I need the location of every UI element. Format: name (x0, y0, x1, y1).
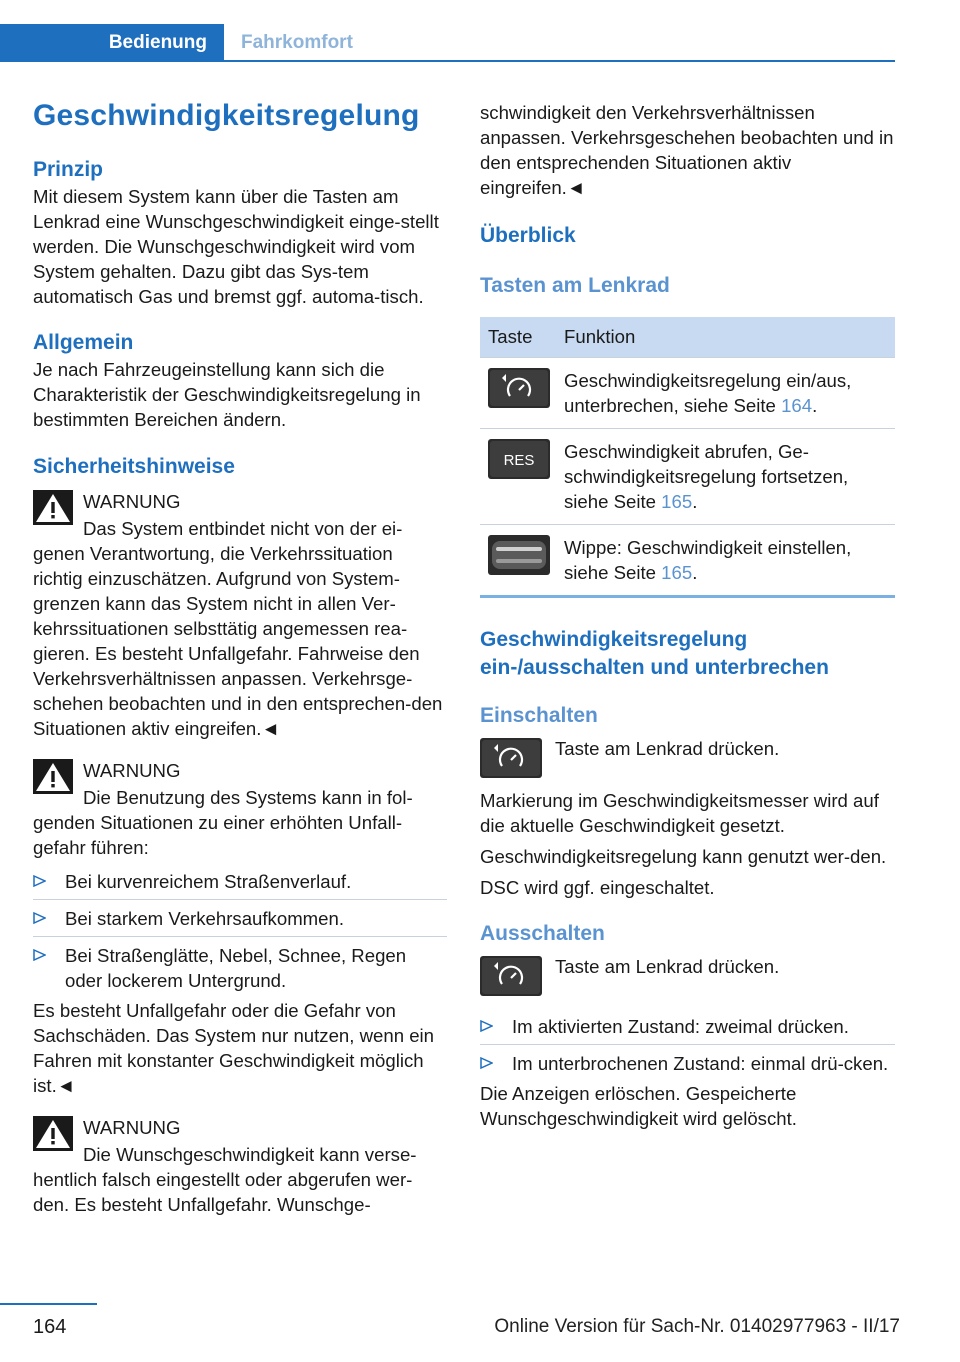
tab-bedienung[interactable]: Bedienung (0, 24, 224, 62)
footer-divider (0, 1303, 97, 1305)
heading-ueberblick: Überblick (480, 224, 576, 247)
table-row: Geschwindigkeitsregelung ein/aus, unterbrechen, siehe Seite 164. (480, 357, 895, 428)
warning-text-after: Es besteht Unfallgefahr oder die Gefahr von Sachschäden. Das System nur nutzen, wenn ein Fahren mit konstanter Geschwindigkeit möglich ist.◄ (33, 1000, 435, 1096)
ausschalten-text: Taste am Lenkrad drücken. (555, 955, 780, 977)
page-number: 164 (33, 1316, 67, 1338)
row-text: Geschwindigkeit abrufen, Ge-schwindigkeitsregelung fortsetzen, siehe Seite (564, 440, 849, 512)
ausschalten-after: Die Anzeigen erlöschen. Gespeicherte Wunschgeschwindigkeit wird gelöscht. (480, 1082, 797, 1129)
einschalten-p2: Geschwindigkeitsregelung kann genutzt wer-den. (480, 845, 887, 867)
heading-allgemein: Allgemein (33, 331, 134, 354)
warning-text: Die Benutzung des Systems kann in fol-genden Situationen zu einer erhöhten Unfall-gefahr führen: (33, 787, 413, 858)
triangle-bullet-icon (480, 1020, 493, 1032)
online-version-note: Online Version für Sach-Nr. 01402977963 - II/17 (494, 1316, 900, 1337)
cruise-control-button-icon (480, 956, 542, 996)
warning-3-continued: schwindigkeit den Verkehrsverhältnissen anpassen. Verkehrsgeschehen beobachten und in den entsprechenden Situationen aktiv eingreifen.◄ (480, 102, 894, 198)
warning-title: WARNUNG (83, 1117, 181, 1138)
header-divider (0, 60, 895, 62)
triangle-bullet-icon (33, 912, 46, 924)
right-column (480, 100, 895, 1131)
warning-triangle-icon (33, 1116, 73, 1151)
row-text: Wippe: Geschwindigkeit einstellen, siehe Seite (564, 536, 852, 583)
warning-3 (33, 1114, 447, 1217)
heading-ein-ausschalten: Geschwindigkeitsregelung ein-/ausschalten und unterbrechen (480, 627, 829, 679)
warning-text: Das System entbindet nicht von der ei-genen Verantwortung, die Verkehrssituation richtig einzuschätzen. Aufgrund von System-grenzen kann das System nicht in allen Ver-kehrssituationen selbsttätig angemessen rea-gieren. Es besteht Unfallgefahr. Fahrweise den Verkehrsverhältnissen anpassen. Verkehrsge-schehen beobachten und in den entsprechen-den Situationen aktiv eingreifen.◄ (33, 518, 443, 739)
column-header-taste: Taste (480, 317, 556, 357)
list-item: Bei starkem Verkehrsaufkommen. (33, 899, 447, 936)
cruise-control-button-icon (488, 368, 550, 408)
text-allgemein: Je nach Fahrzeugeinstellung kann sich die Charakteristik der Geschwindigkeitsregelung in bestimmten Bereichen ändern. (33, 359, 421, 430)
svg-text:RES: RES (503, 451, 535, 469)
einschalten-instruction (480, 736, 895, 782)
res-button-icon (488, 439, 550, 479)
triangle-bullet-icon (33, 875, 46, 887)
column-header-funktion: Funktion (556, 317, 895, 357)
einschalten-text: Taste am Lenkrad drücken. (555, 737, 780, 759)
warning-1 (33, 488, 447, 741)
left-column (33, 96, 447, 1217)
row-text: Geschwindigkeitsregelung ein/aus, unterbrechen, siehe Seite (564, 369, 852, 416)
warning-title: WARNUNG (83, 491, 181, 512)
page-header (0, 0, 960, 64)
warning-list (33, 863, 447, 998)
page-title: Geschwindigkeitsregelung (33, 99, 420, 132)
triangle-bullet-icon (480, 1057, 493, 1069)
table-row: Wippe: Geschwindigkeit einstellen, siehe Seite 165. (480, 524, 895, 596)
page-link[interactable]: 164 (781, 394, 813, 416)
table-row: RES Geschwindigkeit abrufen, Ge-schwindigkeitsregelung fortsetzen, siehe Seite 165. (480, 428, 895, 524)
warning-triangle-icon (33, 490, 73, 525)
warning-title: WARNUNG (83, 760, 181, 781)
cruise-control-button-icon (480, 738, 542, 778)
list-item: Bei kurvenreichem Straßenverlauf. (33, 863, 447, 899)
heading-ausschalten: Ausschalten (480, 921, 605, 945)
page-link[interactable]: 165 (661, 490, 693, 512)
list-item: Bei Straßenglätte, Nebel, Schnee, Regen oder lockerem Untergrund. (33, 936, 447, 998)
list-item: Im aktivierten Zustand: zweimal drücken. (480, 1008, 895, 1044)
heading-tasten-am-lenkrad: Tasten am Lenkrad (480, 274, 670, 297)
heading-einschalten: Einschalten (480, 703, 598, 727)
einschalten-p3: DSC wird ggf. eingeschaltet. (480, 876, 715, 898)
heading-sicherheitshinweise: Sicherheitshinweise (33, 455, 235, 478)
triangle-bullet-icon (33, 949, 46, 961)
warning-2 (33, 757, 447, 1098)
keys-table (480, 317, 895, 598)
text-prinzip: Mit diesem System kann über die Tasten am Lenkrad eine Wunschgeschwindigkeit einge-stellt werden. Die Wunschgeschwindigkeit wird vom System gehalten. Dazu gibt das Sys-tem automatisch Gas und bremst ggf. automa-tisch. (33, 186, 439, 307)
list-item: Im unterbrochenen Zustand: einmal drü-cken. (480, 1044, 895, 1081)
tab-fahrkomfort[interactable]: Fahrkomfort (241, 32, 353, 53)
warning-text: Die Wunschgeschwindigkeit kann verse-hentlich falsch eingestellt oder abgerufen wer-den. Es besteht Unfallgefahr. Wunschge- (33, 1144, 417, 1215)
heading-prinzip: Prinzip (33, 158, 104, 181)
ausschalten-list (480, 1008, 895, 1081)
ausschalten-instruction (480, 954, 895, 1000)
page-link[interactable]: 165 (661, 561, 693, 583)
einschalten-p1: Markierung im Geschwindigkeitsmesser wird auf die aktuelle Geschwindigkeit gesetzt. (480, 789, 879, 836)
rocker-switch-icon (488, 535, 550, 575)
warning-triangle-icon (33, 759, 73, 794)
